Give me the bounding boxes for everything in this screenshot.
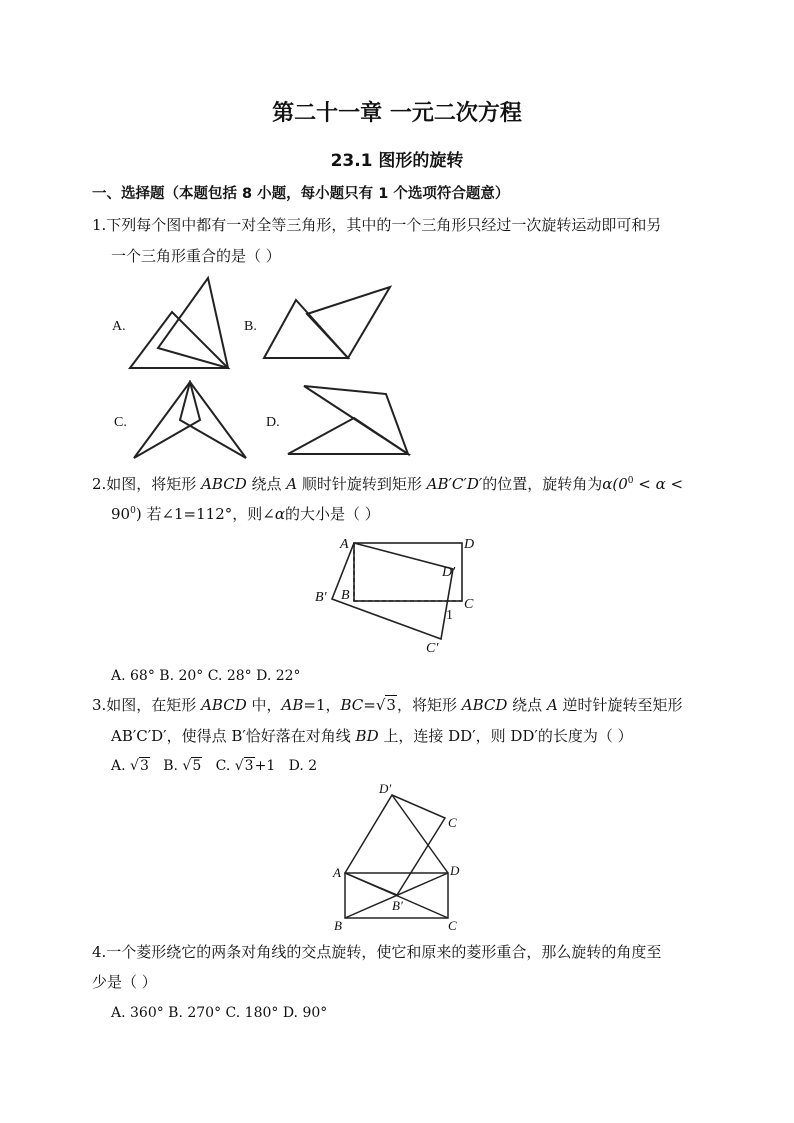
chapter-title: 第二十一章 一元二次方程 [272,101,522,126]
label-b-prime: B′ [315,590,327,605]
q2-line2: $90^0$) 若∠1=112°，则∠α的大小是（ ） [111,505,380,523]
label-d: D [464,537,475,552]
section-header: 一、选择题（本题包括 8 小题，每小题只有 1 个选项符合题意） [92,186,510,202]
label-a: A [333,865,341,880]
q1-label-b: B. [244,319,257,334]
rect-ab-c-d-prime [345,795,445,895]
q1-figure-c [134,382,246,458]
q1-line1: 1.下列每个图中都有一对全等三角形，其中的一个三角形只经过一次旋转运动即可和另 [92,216,662,234]
q2-figure [310,530,490,660]
q1-figure-d [288,386,408,454]
q2-options: A. 68° B. 20° C. 28° D. 22° [111,668,301,684]
q1-figure-b [264,287,390,358]
q3-line1: 3.如图，在矩形 ABCD 中，AB=1，BC=√3，将矩形 ABCD 绕点 A 逆时针旋转至矩形 [92,696,683,714]
label-c-top: C [448,815,457,830]
q1-line2: 一个三角形重合的是（ ） [111,247,281,265]
label-c: C [448,918,457,933]
label-d-prime: D′ [379,781,392,796]
section-title: 23.1 图形的旋转 [330,151,464,171]
q3-options: A. √3 B. √5 C. √3+1 D. 2 [111,758,318,774]
q4-line2: 少是（ ） [92,973,157,991]
q2-line1: 2.如图，将矩形 ABCD 绕点 A 顺时针旋转到矩形 AB′C′D′的位置，旋转角为$\alpha(0^0 < \alpha$ < [92,475,684,493]
q1-label-c: C. [114,415,127,430]
q4-line1: 4.一个菱形绕它的两条对角线的交点旋转，使它和原来的菱形重合，那么旋转的角度至 [92,943,662,961]
label-angle-1: 1 [446,608,453,623]
label-b-prime: B′ [392,898,403,913]
label-b: B [334,918,342,933]
label-d-prime: D′ [442,565,456,580]
label-a: A [340,537,349,552]
q3-figure [320,778,470,938]
rect-ab-c-d-prime [332,543,453,639]
label-d: D [450,863,460,878]
label-c: C [464,597,474,612]
q3-line2: AB′C′D′，使得点 B′恰好落在对角线 BD 上，连接 DD′，则 DD′的长度为（ ） [111,727,633,745]
q1-figure-a [130,278,228,368]
label-c-prime: C′ [426,641,439,656]
q1-label-a: A. [112,319,126,334]
q1-figures [100,270,440,470]
q4-options: A. 360° B. 270° C. 180° D. 90° [111,1005,328,1021]
label-b: B [341,588,350,603]
q1-label-d: D. [266,415,280,430]
